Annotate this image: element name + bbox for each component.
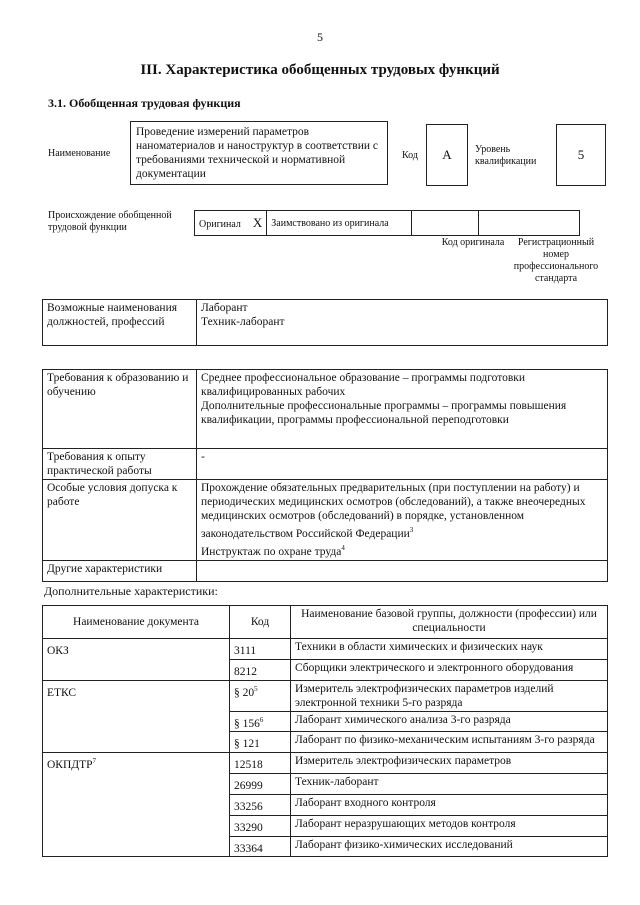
position-item: Техник-лаборант: [201, 316, 285, 328]
name-label: Наименование: [48, 148, 111, 159]
level-label: Уровень квалификации: [475, 144, 537, 167]
subsection-title: 3.1. Обобщенная трудовая функция: [48, 96, 241, 110]
borrowed-cell: Заимствовано из оригинала: [267, 211, 412, 236]
group-name-cell: Сборщики электрического и электронного оборудования: [291, 659, 608, 680]
level-value-box: 5: [556, 124, 606, 186]
req-line: Прохождение обязательных предварительных (при поступлении на работу) и периодических медицинских осмотров (обследований), а также внеочередных медицинских осмотров (обследований) в порядке, установленном законодательством Российской Федерации$^3$: [201, 482, 586, 540]
origin-label: Происхождение обобщенной трудовой функции: [48, 210, 172, 233]
code-cell: 8212: [230, 659, 291, 680]
origin-table: [194, 210, 580, 236]
req-other-label: Другие характеристики: [43, 560, 197, 581]
code-original-caption: Код оригинала: [441, 237, 505, 248]
group-name-cell: Измеритель электрофизических параметров: [291, 753, 608, 774]
header-code: Код: [230, 606, 291, 639]
req-education-label: Требования к образованию и обучению: [43, 370, 197, 449]
code-cell: 33256: [230, 794, 291, 815]
group-name-cell: Лаборант неразрушающих методов контроля: [291, 815, 608, 836]
group-name-cell: Лаборант входного контроля: [291, 794, 608, 815]
req-line: Дополнительные профессиональные программы – программы повышения квалификации, программы профессиональной переподготовки: [201, 400, 567, 426]
requirements-table: [42, 369, 608, 582]
section-title: III. Характеристика обобщенных трудовых функций: [140, 62, 500, 78]
original-label: Оригинал: [199, 219, 241, 230]
positions-table: [42, 299, 608, 346]
req-line: Инструктаж по охране труда$^4$: [201, 543, 345, 558]
code-cell: 33290: [230, 815, 291, 836]
code-cell: 26999: [230, 774, 291, 795]
group-name-cell: Техник-лаборант: [291, 774, 608, 795]
group-name-cell: Техники в области химических и физических наук: [291, 639, 608, 660]
req-line: Среднее профессиональное образование – программы подготовки квалифицированных рабочих: [201, 372, 526, 398]
extra-table: [42, 605, 608, 857]
original-cell: [195, 211, 267, 236]
req-experience-label: Требования к опыту практической работы: [43, 449, 197, 480]
code-cell: 3111: [230, 639, 291, 660]
code-label: Код: [402, 150, 418, 161]
req-education-value: [197, 370, 608, 449]
code-cell: § $20^5$: [230, 680, 291, 711]
positions-values: [197, 300, 608, 346]
req-admission-label: Особые условия допуска к работе: [43, 480, 197, 561]
document-name-cell: ОКПДТР$^7$: [43, 753, 230, 857]
header-group-name: Наименование базовой группы, должности (профессии) или специальности: [291, 606, 608, 639]
table-row: [43, 753, 608, 774]
positions-label: Возможные наименования должностей, профессий: [43, 300, 197, 346]
code-cell: 33364: [230, 836, 291, 857]
function-name-box: Проведение измерений параметров наноматериалов и наноструктур в соответствии с требованиями технической и нормативной документации: [130, 121, 388, 185]
page-number: 5: [317, 30, 323, 44]
code-cell: 12518: [230, 753, 291, 774]
group-name-cell: Лаборант по физико-механическим испытаниям 3-го разряда: [291, 732, 608, 753]
code-footnote: 6: [259, 715, 264, 724]
document-name-cell: ОКЗ: [43, 639, 230, 681]
req-experience-value: -: [197, 449, 608, 480]
original-mark: X: [252, 215, 263, 230]
group-name-cell: Лаборант физико-химических исследований: [291, 836, 608, 857]
footnote-3: 3: [409, 526, 414, 534]
code-value-box: A: [426, 124, 468, 186]
group-name-cell: Лаборант химического анализа 3-го разряда: [291, 711, 608, 732]
reg-number-cell: [479, 211, 580, 236]
doc-footnote: 7: [92, 757, 97, 766]
table-row: [43, 639, 608, 660]
extra-title: Дополнительные характеристики:: [44, 584, 218, 598]
position-item: Лаборант: [201, 302, 248, 314]
req-admission-value: [197, 480, 608, 561]
reg-number-caption: Регистрационный номер профессионального стандарта: [513, 237, 599, 284]
code-cell: § $156^6$: [230, 711, 291, 732]
code-original-cell: [412, 211, 479, 236]
header-document: Наименование документа: [43, 606, 230, 639]
code-cell: § 121: [230, 732, 291, 753]
footnote-4: 4: [341, 543, 345, 552]
code-footnote: 5: [254, 684, 258, 693]
table-row: [43, 680, 608, 711]
req-other-value: [197, 560, 608, 581]
group-name-cell: Измеритель электрофизических параметров изделий электронной техники 5-го разряда: [291, 680, 608, 711]
document-name-cell: ЕТКС: [43, 680, 230, 753]
